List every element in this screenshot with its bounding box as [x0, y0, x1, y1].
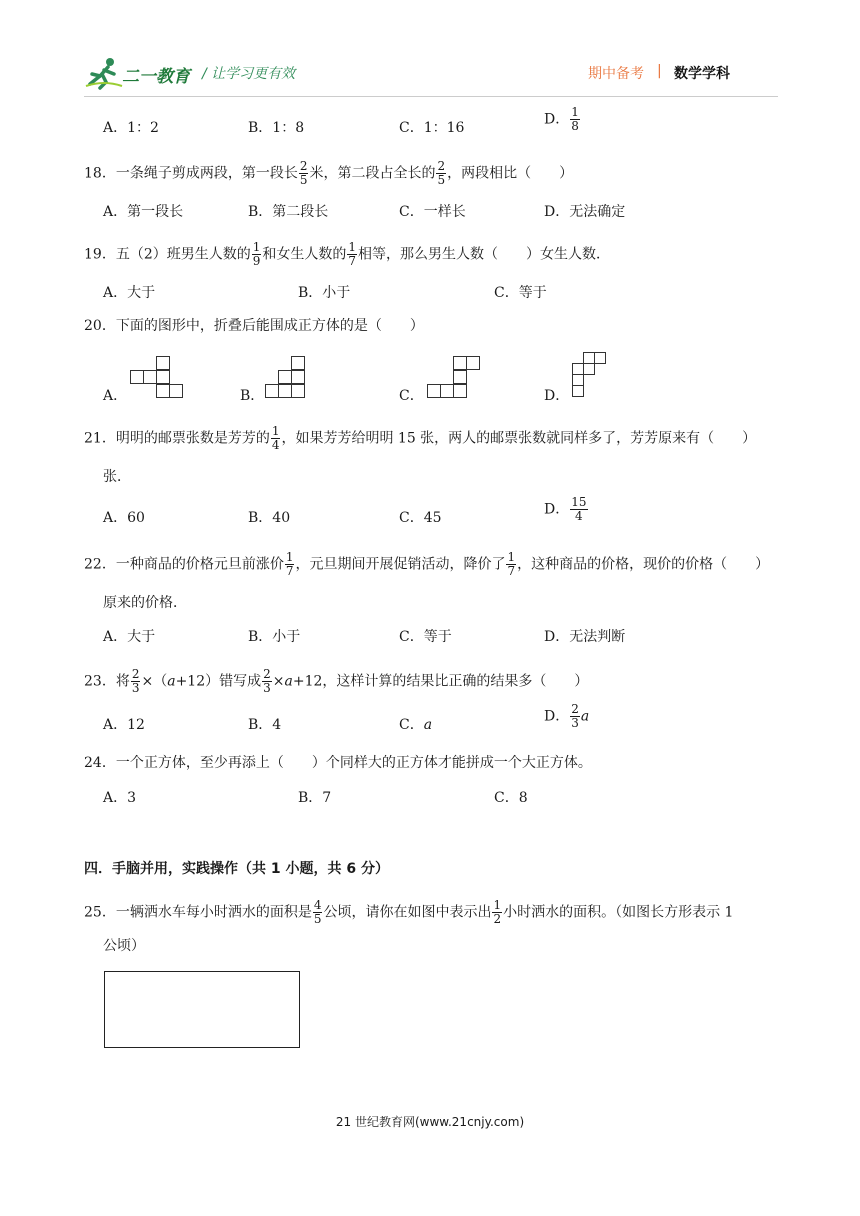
variable: a	[423, 717, 433, 733]
fraction	[131, 668, 141, 695]
q22-option-d: D．无法判断	[544, 629, 626, 645]
numerator: 1	[493, 898, 502, 912]
q19-option-b: B．小于	[298, 285, 351, 301]
option-label: C．	[399, 717, 424, 733]
option-label: D．	[544, 111, 570, 128]
stem-text: 米，第二段占全长的	[309, 165, 436, 182]
stem-text: 相等，那么男生人数（ ）女生人数．	[358, 246, 611, 263]
stem-text: 和女生人数的	[262, 246, 347, 263]
header-separator: |	[657, 63, 662, 79]
stem-text: 公顷，请你在如图中表示出	[323, 904, 492, 921]
denominator: 9	[252, 254, 261, 268]
fraction	[570, 703, 580, 730]
q17-option-d	[544, 106, 581, 133]
q17-option-c: C．1：16	[399, 120, 465, 136]
q20-net-a	[130, 356, 185, 398]
q17-option-b: B．1：8	[248, 120, 305, 136]
q25-stem	[84, 899, 733, 926]
option-label: D．	[544, 501, 570, 518]
denominator: 3	[571, 716, 579, 730]
brand-text: 二一教育	[122, 67, 190, 87]
stem-text: 小时洒水的面积。（如图长方形表示 1	[503, 904, 734, 921]
footer-source: 21 世纪教育网(www.21cnjy.com)	[335, 1115, 525, 1129]
section-title: 四．手脑并用，实践操作（共 1 小题，共 6 分）	[84, 861, 389, 877]
stem-text: 一条绳子剪成两段，第一段长	[115, 165, 298, 182]
numerator: 15	[571, 495, 587, 509]
stem-text: ×（	[141, 673, 168, 690]
stem-text: +12，这样计算的结果比正确的结果多（ ）	[292, 673, 589, 690]
q20-stem	[84, 316, 424, 336]
q24-option-c: C．8	[494, 790, 528, 806]
q22-option-c: C．等于	[399, 629, 452, 645]
denominator: 5	[299, 173, 308, 187]
stem-text: 一个正方体，至少再添上（ ）个同样大的正方体才能拼成一个大正方体。	[115, 755, 592, 771]
stem-text: ，两段相比（ ）	[447, 165, 574, 182]
runner-logo-icon	[84, 56, 124, 90]
numerator: 2	[299, 159, 308, 173]
q20-option-c: C．	[399, 388, 424, 404]
one-hectare-rectangle	[104, 971, 300, 1048]
stem-text: ，这种商品的价格，现价的价格（ ）	[517, 556, 770, 573]
header-divider	[84, 96, 778, 97]
q19-option-c: C．等于	[494, 285, 547, 301]
question-number: 23．	[84, 673, 116, 690]
stem-text: ，如果芳芳给明明 15 张，两人的邮票张数就同样多了，芳芳原来有（ ）	[281, 430, 757, 447]
q21-stem-line2: 张．	[103, 469, 131, 485]
q18-stem	[84, 160, 573, 187]
q20-net-d	[571, 352, 609, 400]
fraction	[271, 425, 281, 452]
q20-option-b: B．	[240, 388, 265, 404]
q21-option-a: A．60	[103, 510, 145, 526]
variable: a	[284, 673, 293, 690]
stem-text: 五（2）班男生人数的	[115, 246, 251, 263]
slogan: / 让学习更有效	[202, 66, 296, 82]
q18-option-a: A．第一段长	[103, 204, 184, 220]
denominator: 3	[131, 681, 140, 695]
q20-net-c	[427, 356, 482, 398]
stem-text: ×	[272, 673, 285, 690]
q18-option-c: C．一样长	[399, 204, 466, 220]
numerator: 1	[271, 424, 280, 438]
exam-label: 期中备考	[588, 66, 644, 82]
fraction	[347, 241, 357, 268]
stem-text: 一种商品的价格元旦前涨价	[115, 556, 284, 573]
q22-option-b: B．小于	[248, 629, 301, 645]
fraction	[252, 241, 262, 268]
fraction	[570, 106, 580, 133]
fraction	[570, 496, 587, 523]
question-number: 21．	[84, 430, 116, 447]
q23-stem	[84, 668, 588, 695]
q24-stem	[84, 753, 592, 773]
fraction	[492, 899, 502, 926]
option-label: D．	[544, 708, 570, 725]
question-number: 24．	[84, 755, 116, 771]
denominator: 7	[348, 254, 357, 268]
variable: a	[167, 673, 176, 690]
numerator: 1	[507, 550, 516, 564]
denominator: 8	[571, 119, 579, 133]
variable: a	[580, 708, 590, 725]
q24-option-a: A．3	[103, 790, 137, 806]
denominator: 5	[437, 173, 446, 187]
q20-option-a: A．	[103, 388, 128, 404]
numerator: 1	[285, 550, 294, 564]
stem-text: 下面的图形中，折叠后能围成正方体的是（ ）	[115, 318, 424, 334]
numerator: 1	[348, 240, 357, 254]
numerator: 1	[571, 105, 579, 119]
denominator: 4	[271, 438, 280, 452]
subject-label: 数学学科	[674, 66, 730, 82]
stem-text: 明明的邮票张数是芳芳的	[115, 430, 270, 447]
q23-option-c	[399, 715, 432, 735]
q20-net-b	[265, 356, 307, 398]
question-number: 18．	[84, 165, 116, 182]
denominator: 5	[313, 912, 322, 926]
fraction	[285, 551, 295, 578]
denominator: 3	[263, 681, 271, 695]
q22-stem-line2: 原来的价格．	[103, 595, 187, 611]
q18-option-d: D．无法确定	[544, 204, 626, 220]
q21-stem	[84, 425, 756, 452]
q20-option-d: D．	[544, 388, 570, 404]
q25-stem-line2: 公顷）	[103, 938, 145, 954]
header	[0, 0, 860, 100]
q23-option-a: A．12	[103, 717, 145, 733]
stem-text: ，元旦期间开展促销活动，降价了	[295, 556, 506, 573]
stem-text: +12）错写成	[175, 673, 262, 690]
q22-option-a: A．大于	[103, 629, 156, 645]
q19-stem	[84, 241, 610, 268]
q23-option-b: B．4	[248, 717, 282, 733]
q21-option-b: B．40	[248, 510, 291, 526]
numerator: 2	[131, 667, 140, 681]
numerator: 2	[263, 667, 271, 681]
numerator: 4	[313, 898, 322, 912]
fraction	[313, 899, 323, 926]
fraction	[299, 160, 309, 187]
denominator: 7	[285, 564, 294, 578]
q22-stem	[84, 551, 769, 578]
numerator: 1	[252, 240, 261, 254]
question-number: 20．	[84, 318, 116, 334]
stem-text: 将	[115, 673, 130, 690]
stem-text: 一辆洒水车每小时洒水的面积是	[115, 904, 312, 921]
question-number: 22．	[84, 556, 116, 573]
fraction	[506, 551, 516, 578]
q21-option-c: C．45	[399, 510, 442, 526]
q23-option-d	[544, 703, 589, 730]
q17-option-a: A．1：2	[103, 120, 159, 136]
denominator: 2	[493, 912, 502, 926]
denominator: 4	[575, 509, 583, 523]
q18-option-b: B．第二段长	[248, 204, 329, 220]
denominator: 7	[507, 564, 516, 578]
numerator: 2	[571, 702, 579, 716]
question-number: 25．	[84, 904, 116, 921]
q19-option-a: A．大于	[103, 285, 156, 301]
fraction	[436, 160, 446, 187]
q21-option-d	[544, 496, 589, 523]
q24-option-b: B．7	[298, 790, 332, 806]
fraction	[262, 668, 272, 695]
numerator: 2	[437, 159, 446, 173]
question-number: 19．	[84, 246, 116, 263]
